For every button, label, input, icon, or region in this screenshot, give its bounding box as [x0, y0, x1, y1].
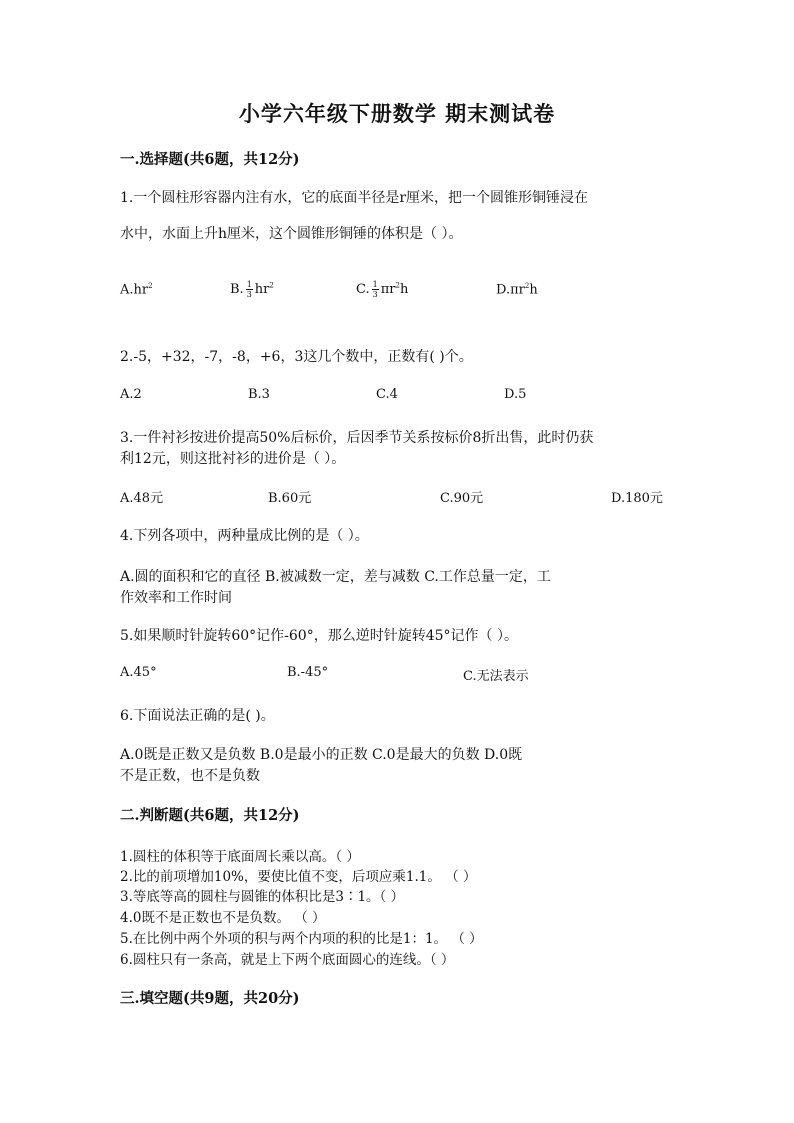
- question-4-options-line-2: 作效率和工作时间: [120, 590, 232, 606]
- question-2-option-b: B.3: [248, 387, 270, 402]
- question-2-option-a: A.2: [120, 387, 142, 402]
- judge-item-6: 6.圆柱只有一条高，就是上下两个底面圆心的连线。（ ）: [120, 952, 455, 968]
- question-3-option-a: A.48元: [120, 491, 164, 506]
- question-1-line-1: 1.一个圆柱形容器内注有水，它的底面半径是r厘米，把一个圆锥形铜锤浸在: [120, 190, 589, 206]
- question-1-line-2: 水中，水面上升h厘米，这个圆锥形铜锤的体积是（ ）。: [120, 226, 463, 242]
- question-4: 4.下列各项中，两种量成比例的是（ ）。: [120, 528, 369, 544]
- question-6: 6.下面说法正确的是( )。: [120, 708, 275, 724]
- section-heading-choice: 一.选择题(共6题，共12分): [120, 151, 300, 168]
- judge-item-5: 5.在比例中两个外项的积与两个内项的积的比是1：1。 （ ）: [120, 931, 483, 947]
- page-title: 小学六年级下册数学 期末测试卷: [238, 101, 556, 126]
- question-3-option-d: D.180元: [611, 491, 663, 506]
- judge-item-2: 2.比的前项增加10%，要使比值不变，后项应乘1.1。 （ ）: [120, 869, 477, 885]
- question-2: 2.-5，+32，-7，-8，+6，3这几个数中，正数有( )个。: [120, 349, 473, 365]
- question-5-option-a: A.45°: [120, 665, 157, 680]
- question-2-option-d: D.5: [504, 387, 527, 402]
- question-6-options-line-1: A.0既是正数又是负数 B.0是最小的正数 C.0是最大的负数 D.0既: [120, 747, 523, 763]
- question-3-option-c: C.90元: [440, 491, 484, 506]
- section-heading-fill: 三.填空题(共9题，共20分): [120, 990, 300, 1007]
- question-6-options-line-2: 不是正数，也不是负数: [120, 768, 260, 784]
- question-1-option-a: $A.hr^2$: [120, 282, 153, 298]
- question-4-options-line-1: A.圆的面积和它的直径 B.被减数一定，差与减数 C.工作总量一定，工: [120, 569, 551, 585]
- question-5-option-b: B.-45°: [287, 665, 329, 680]
- question-2-option-c: C.4: [376, 387, 398, 402]
- judge-item-3: 3.等底等高的圆柱与圆锥的体积比是3∶1。（ ）: [120, 889, 405, 905]
- question-5: 5.如果顺时针旋转60°记作-60°，那么逆时针旋转45°记作（ ）。: [120, 628, 518, 644]
- judge-item-1: 1.圆柱的体积等于底面周长乘以高。（ ）: [120, 849, 360, 865]
- question-1-option-c: C. $\frac{1}{3}$ $\pi r^2h$: [356, 280, 409, 299]
- judge-item-4: 4.0既不是正数也不是负数。 （ ）: [120, 910, 326, 926]
- question-5-option-c: C.无法表示: [463, 669, 529, 684]
- fraction: $\frac{1}{3}$: [372, 280, 378, 299]
- question-3-line-2: 利12元，则这批衬衫的进价是（ ）。: [120, 451, 346, 467]
- question-1-option-b: B. $\frac{1}{3}$ $hr^2$: [230, 280, 274, 299]
- question-3-option-b: B.60元: [268, 491, 312, 506]
- question-3-line-1: 3.一件衬衫按进价提高50%后标价，后因季节关系按标价8折出售，此时仍获: [120, 430, 594, 446]
- fraction: $\frac{1}{3}$: [246, 280, 252, 299]
- section-heading-judge: 二.判断题(共6题，共12分): [120, 807, 300, 824]
- question-1-option-d: $D.\pi r^2h$: [496, 282, 538, 298]
